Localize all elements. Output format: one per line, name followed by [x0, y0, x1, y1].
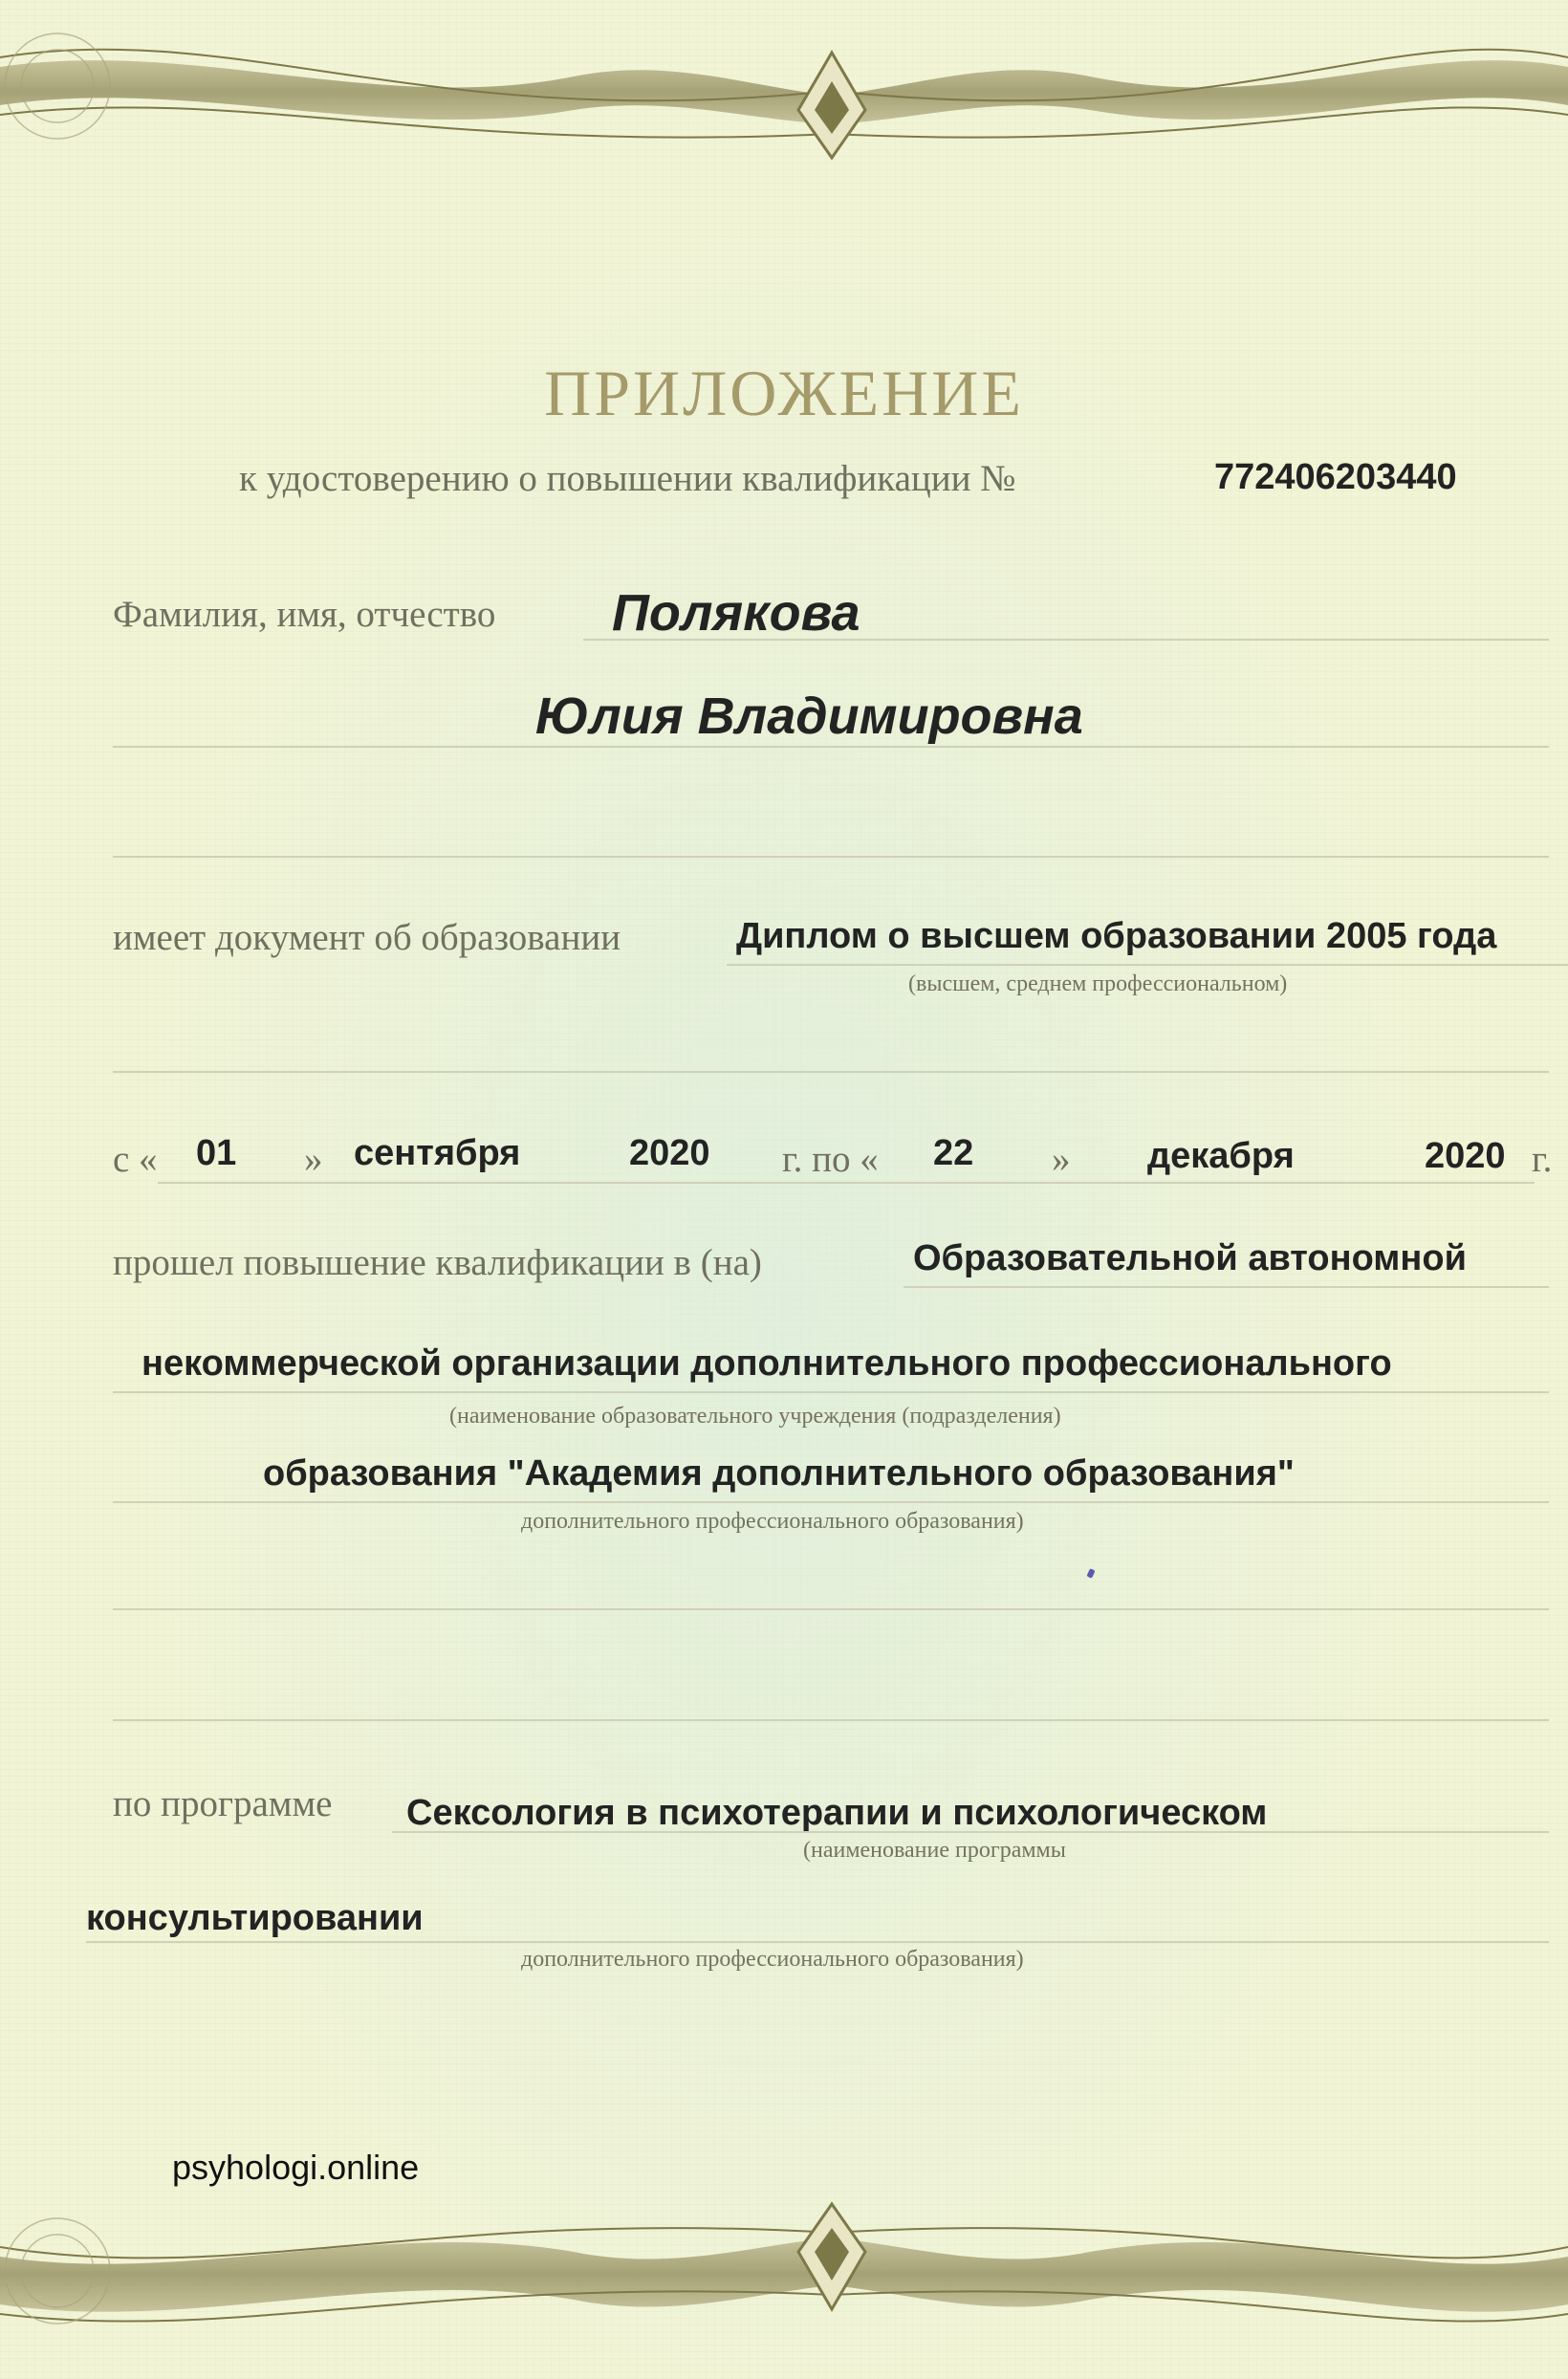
- start-year: 2020: [629, 1133, 710, 1173]
- institution-rule-2: [113, 1391, 1549, 1393]
- start-quote-close: »: [304, 1139, 323, 1180]
- education-line: [727, 964, 1568, 966]
- program-hint-2: дополнительного профессионального образования): [521, 1947, 1024, 1972]
- end-year: 2020: [1425, 1136, 1506, 1176]
- education-hint: (высшем, среднем профессиональном): [908, 971, 1288, 996]
- institution-line-3: образования "Академия дополнительного образования": [263, 1453, 1295, 1494]
- program-hint-1: (наименование программы: [803, 1838, 1066, 1863]
- program-line-1: Сексология в психотерапии и психологическом: [406, 1793, 1268, 1833]
- program-rule-1: [392, 1831, 1549, 1833]
- period-line: [158, 1182, 1535, 1184]
- program-label: по программе: [113, 1783, 333, 1824]
- education-value: Диплом о высшем образовании 2005 года: [736, 916, 1497, 956]
- education-line-2: [113, 1071, 1549, 1073]
- period-suffix: г.: [1532, 1139, 1553, 1180]
- given-names-value: Юлия Владимировна: [535, 688, 1083, 745]
- end-quote-close: »: [1052, 1139, 1071, 1180]
- fio-line-2: [113, 746, 1549, 748]
- institution-hint-1: (наименование образовательного учреждения (подразделения): [449, 1404, 1061, 1429]
- top-ornament-border: [0, 0, 1568, 163]
- institution-label: прошел повышение квалификации в (на): [113, 1242, 762, 1283]
- fio-line-3: [113, 856, 1549, 858]
- blank-rule-1: [113, 1608, 1549, 1610]
- end-day: 22: [933, 1133, 974, 1173]
- start-day: 01: [196, 1133, 237, 1173]
- program-line-2: консультировании: [86, 1898, 424, 1938]
- blank-rule-2: [113, 1719, 1549, 1721]
- period-mid: г. по «: [782, 1139, 879, 1180]
- document-title: ПРИЛОЖЕНИЕ: [544, 357, 1024, 429]
- certificate-number: 772406203440: [1214, 457, 1457, 497]
- certificate-subtitle: к удостоверению о повышении квалификации №: [239, 458, 1016, 499]
- fio-label: Фамилия, имя, отчество: [113, 594, 496, 635]
- bottom-ornament-border: [0, 2199, 1568, 2362]
- start-month: сентября: [354, 1133, 521, 1173]
- institution-rule-3: [113, 1501, 1549, 1503]
- surname-value: Полякова: [612, 584, 860, 642]
- institution-rule-1: [904, 1286, 1549, 1288]
- institution-line-2: некоммерческой организации дополнительного профессионального: [142, 1343, 1392, 1384]
- end-month: декабря: [1147, 1136, 1295, 1176]
- ink-mark: [1086, 1568, 1095, 1579]
- institution-hint-2: дополнительного профессионального образования): [521, 1509, 1024, 1534]
- period-prefix: с «: [113, 1139, 158, 1180]
- education-label: имеет документ об образовании: [113, 917, 621, 958]
- fio-line-1: [583, 639, 1549, 641]
- site-watermark: psyhologi.online: [172, 2148, 420, 2187]
- program-rule-2: [86, 1941, 1549, 1943]
- institution-line-1: Образовательной автономной: [913, 1238, 1467, 1278]
